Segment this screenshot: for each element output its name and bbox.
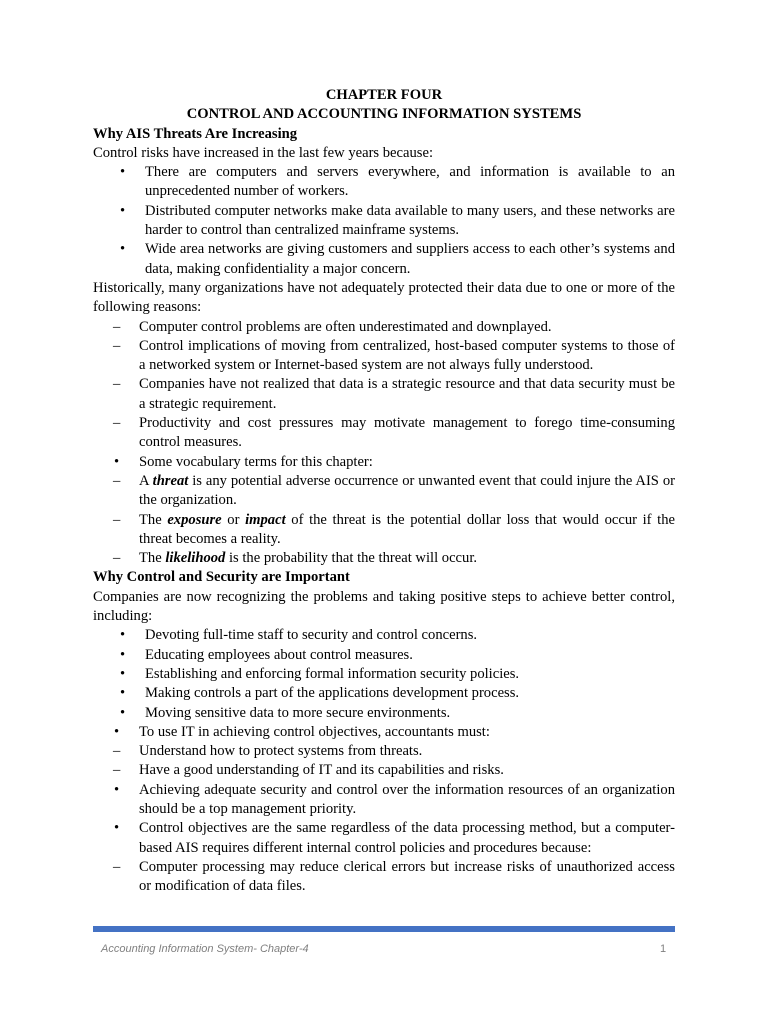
vocab-text: A threat is any potential adverse occurrence or unwanted event that could injure the AIS or the organization. [139,472,675,509]
paragraph-historically: Historically, many organizations have not adequately protected their data due to one or more of the following reasons: [93,279,675,316]
list-item [93,626,675,645]
list-item [93,665,675,684]
list-item-text: Understand how to protect systems from threats. [139,743,423,760]
list-item-text: Have a good understanding of IT and its capabilities and risks. [139,762,504,779]
page-number: 1 [660,943,667,955]
dash-mark: – [113,337,121,354]
list-item-text: Devoting full-time staff to security and control concerns. [145,627,478,644]
list-item [93,453,675,472]
list-item [93,646,675,665]
list-item-text: There are computers and servers everywhere, and information is available to an unprecedented number of workers. [145,164,675,200]
list-item-text: To use IT in achieving control objectives, accountants must: [139,723,490,740]
dash-mark: – [113,743,121,760]
bullet-mark: • [114,781,120,798]
bullet-mark: • [120,665,126,682]
footer-title: Accounting Information System- Chapter-4 [101,943,309,955]
term-impact: impact [245,511,286,528]
paragraph-companies: Companies are now recognizing the problems and taking positive steps to achieve better control, including: [93,588,675,625]
list-item [93,704,675,723]
paragraph-control-risks: Control risks have increased in the last few years because: [93,144,433,161]
list-item-text: Computer processing may reduce clerical errors but increase risks of unauthorized access or modification of data files. [139,858,675,895]
dash-mark: – [113,762,121,779]
list-item-text: Establishing and enforcing formal information security policies. [145,665,520,682]
list-item-text: Making controls a part of the applications development process. [145,685,520,702]
vocab-likelihood [93,549,675,568]
list-item-text: Computer control problems are often underestimated and downplayed. [139,318,552,335]
list-item [93,858,675,897]
bullet-mark: • [114,723,120,740]
list-item [93,163,675,202]
list-item-text: Moving sensitive data to more secure environments. [145,704,451,721]
bullet-mark: • [120,164,126,181]
bullet-mark: • [120,646,126,663]
term-exposure: exposure [167,511,222,528]
list-item [93,318,675,337]
bullet-mark: • [120,704,126,721]
vocab-exposure [93,511,675,550]
list-item [93,375,675,414]
list-item-text: Companies have not realized that data is a strategic resource and that data security must be a strategic requirement. [139,376,675,412]
dash-mark: – [113,472,121,489]
chapter-label: CHAPTER FOUR [325,87,443,103]
list-item [93,742,675,761]
list-item [93,781,675,820]
chapter-title: CONTROL AND ACCOUNTING INFORMATION SYSTEMS [186,106,582,123]
list-item [93,337,675,376]
list-item [93,761,675,780]
list-item [93,414,675,453]
bullet-mark: • [114,820,120,837]
list-item [93,202,675,241]
vocab-text: The exposure or impact of the threat is the potential dollar loss that would occur if the threat becomes a reality. [139,511,675,547]
list-item-text: Educating employees about control measures. [145,646,413,663]
bullet-mark: • [120,241,126,258]
section-heading-importance: Why Control and Security are Important [93,569,350,586]
dash-mark: – [113,858,121,875]
page-content [93,86,675,896]
list-item [93,819,675,858]
bullet-mark: • [114,453,120,470]
dash-mark: – [113,511,121,528]
list-item [93,240,675,279]
list-item-text: Control implications of moving from centralized, host-based computer systems to those of a networked system or Internet-based system are not always fully understood. [139,337,675,374]
section-heading-threats: Why AIS Threats Are Increasing [93,125,298,142]
dash-mark: – [113,376,121,393]
list-item-text: Control objectives are the same regardless of the data processing method, but a computer-based AIS requires different internal control policies and procedures because: [139,820,675,856]
bullet-mark: • [120,202,126,219]
list-item-text: Wide area networks are giving customers and suppliers access to each other’s systems and data, making confidentiality a major concern. [145,241,675,277]
dash-mark: – [113,318,121,335]
list-item [93,684,675,703]
vocab-threat [93,472,675,511]
vocab-text: The likelihood is the probability that the threat will occur. [139,550,478,567]
list-item-text: Achieving adequate security and control over the information resources of an organization should be a top management priority. [139,781,675,817]
footer-rule [93,926,675,932]
list-item-text: Productivity and cost pressures may motivate management to forego time-consuming control measures. [139,415,675,451]
term-likelihood: likelihood [165,550,226,567]
bullet-mark: • [120,627,126,644]
list-item-text: Some vocabulary terms for this chapter: [139,453,373,470]
term-threat: threat [152,472,189,489]
list-item [93,723,675,742]
list-item-text: Distributed computer networks make data available to many users, and these networks are harder to control than centralized mainframe systems. [145,202,675,239]
dash-mark: – [113,550,121,567]
bullet-mark: • [120,685,126,702]
dash-mark: – [113,415,121,432]
